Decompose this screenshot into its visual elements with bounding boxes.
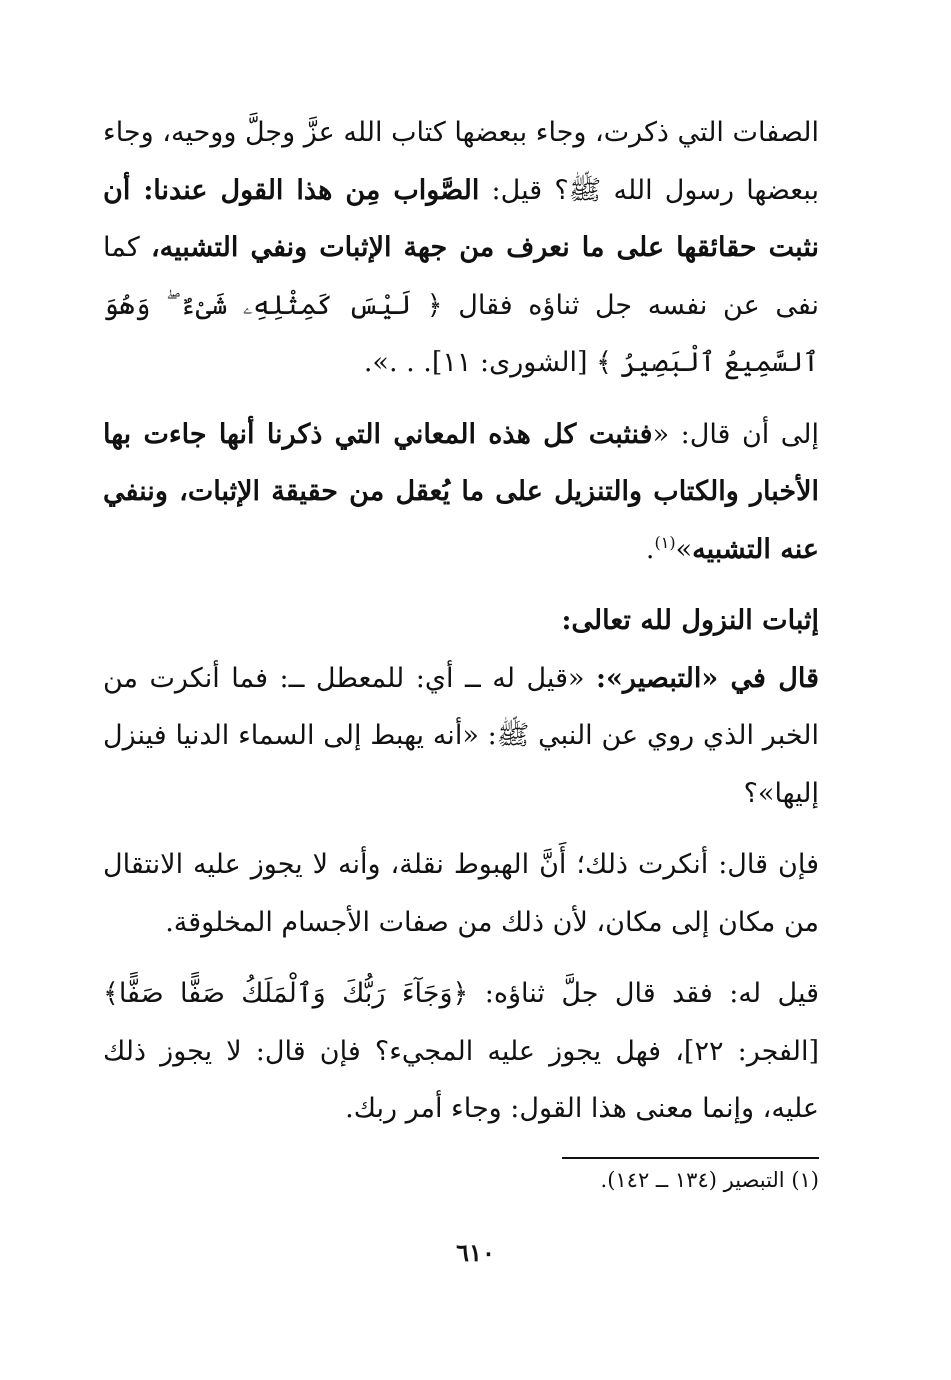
paragraph-text: كما نفى عن نفسه جل ثناؤه فقال: [103, 232, 819, 321]
main-text: [103, 104, 819, 1138]
footnote-reference[interactable]: (١): [654, 532, 676, 552]
paragraph-text: إلى أن قال: «: [652, 418, 819, 450]
paragraph: [103, 836, 819, 951]
footnote-divider: [562, 1157, 819, 1159]
paragraph-text: .: [645, 533, 655, 565]
footnote: (١) التبصير (١٣٤ ــ ١٤٢).: [600, 1168, 819, 1192]
paragraph: [103, 965, 819, 1138]
quran-verse: ﴿ لَيْسَ كَمِثْلِهِۦ شَىْءٌ ۖ وَهُوَ ٱلسَّمِيعُ ٱلْبَصِيرُ ﴾: [103, 289, 819, 378]
paragraph-text: «قيل له ــ أي: للمعطل ــ: فما أنكرت من الخبر الذي روي عن النبي ﷺ: «أنه يهبط إلى السماء الدنيا فينزل إليها»؟: [103, 662, 819, 809]
paragraph: [103, 650, 819, 823]
bold-text: قال في «التبصير»:: [596, 662, 819, 694]
quran-verse: ﴿وَجَآءَ رَبُّكَ وَٱلْمَلَكُ صَفًّا صَفًّا﴾: [103, 978, 469, 1009]
paragraph-text: فإن قال: أنكرت ذلك؛ أَنَّ الهبوط نقلة، وأنه لا يجوز عليه الانتقال من مكان إلى مكان، لأن ذلك من صفات الأجسام المخلوقة.: [103, 849, 819, 938]
page-number: ٦١٠: [456, 1238, 495, 1267]
bold-text: فنثبت كل هذه المعاني التي ذكرنا أنها جاءت بها الأخبار والكتاب والتنزيل على ما يُعقل من حقيقة الإثبات، وننفي عنه التشبيه: [103, 418, 819, 565]
paragraph-text: [الشورى: ١١]. . .».: [363, 347, 597, 378]
section-heading: إثبات النزول لله تعالى:: [561, 605, 819, 636]
paragraph: [103, 406, 819, 579]
bold-text: الصَّواب مِن هذا القول عندنا: أن نثبت حقائقها على ما نعرف من جهة الإثبات ونفي التشبيه،: [103, 174, 819, 263]
paragraph-text: الصفات التي ذكرت، وجاء ببعضها كتاب الله عزَّ وجلَّ ووحيه، وجاء ببعضها رسول الله ﷺ؟ قيل:: [103, 117, 819, 206]
paragraph-text: [الفجر: ٢٢]، فهل يجوز عليه المجيء؟ فإن قال: لا يجوز ذلك عليه، وإنما معنى هذا القول: وجاء أمر ربك.: [103, 1035, 819, 1124]
paragraph-text: »: [675, 533, 693, 565]
paragraph: [103, 104, 819, 392]
paragraph-text: قيل له: فقد قال جلَّ ثناؤه:: [468, 978, 819, 1009]
